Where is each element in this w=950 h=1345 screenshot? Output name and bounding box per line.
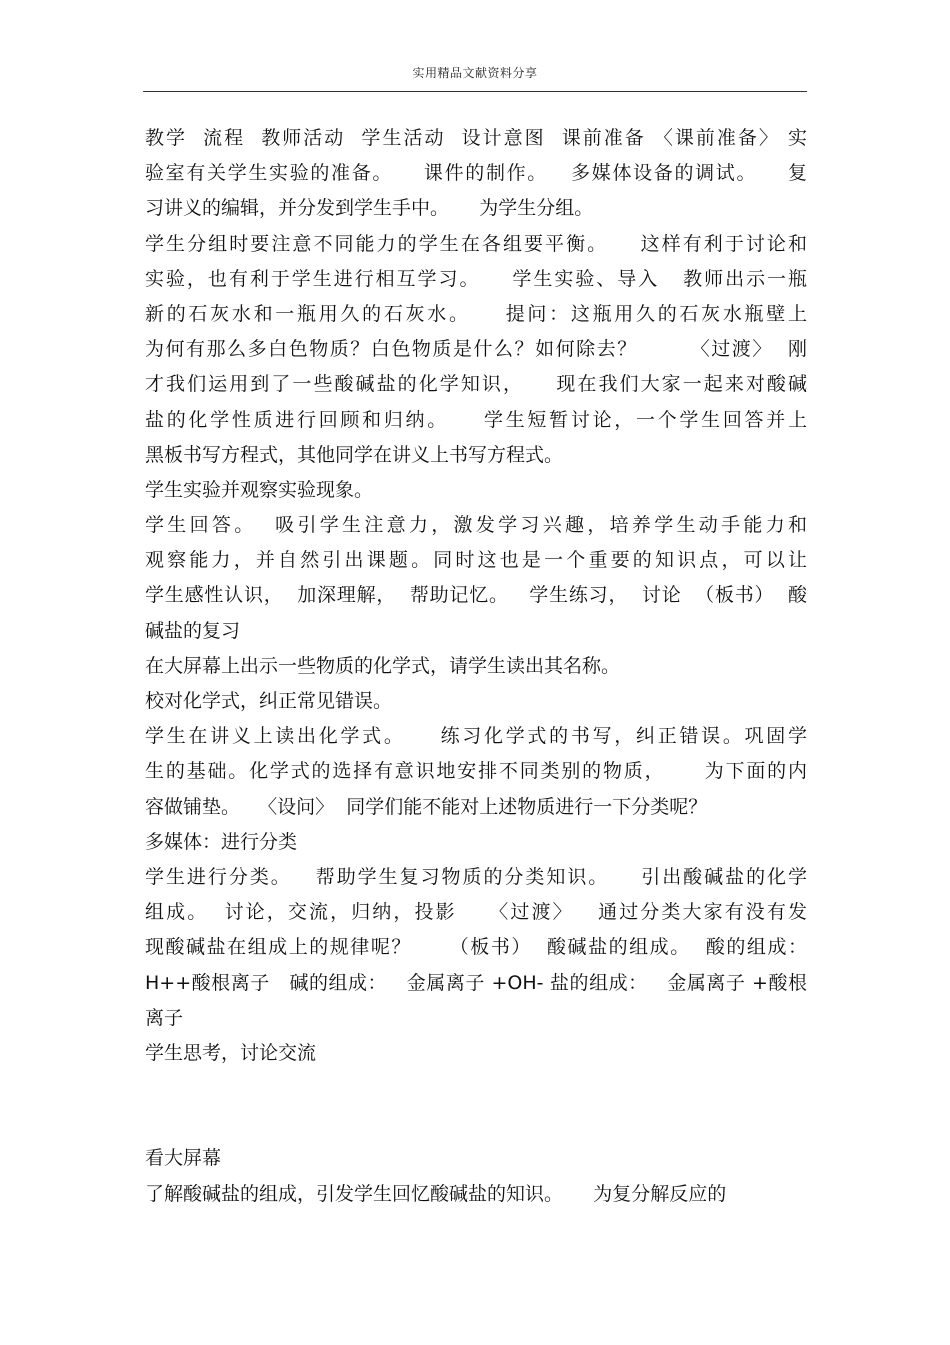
text-line: 学生感性认识， 加深理解， 帮助记忆。 学生练习， 讨论 （板书） 酸 xyxy=(145,584,807,607)
text-line: 实验，也有利于学生进行相互学习。 学生实验、导入 教师出示一瓶 xyxy=(145,267,807,290)
text-line: 容做铺垫。 〈设问〉 同学们能不能对上述物质进行一下分类呢？ xyxy=(145,795,708,818)
text-line: 观察能力，并自然引出课题。同时这也是一个重要的知识点，可以让 xyxy=(145,549,807,572)
text-line: 习讲义的编辑，并分发到学生手中。 为学生分组。 xyxy=(145,197,594,220)
text-line: H++酸根离子 碱的组成： 金属离子 +OH- 盐的组成： 金属离子 +酸根 xyxy=(145,971,807,994)
page-header: 实用精品文献资料分享 xyxy=(412,66,538,80)
text-line: 生的基础。化学式的选择有意识地安排不同类别的物质， 为下面的内 xyxy=(145,760,807,783)
text-line: 学生分组时要注意不同能力的学生在各组要平衡。 这样有利于讨论和 xyxy=(145,232,807,255)
text-line: 黑板书写方程式，其他同学在讲义上书写方程式。 xyxy=(145,443,564,466)
text-line: 学生在讲义上读出化学式。 练习化学式的书写，纠正错误。巩固学 xyxy=(145,725,807,748)
document-body xyxy=(145,121,807,1212)
text-line: 校对化学式，纠正常见错误。 xyxy=(145,690,393,712)
text-line: 多媒体：进行分类 xyxy=(145,830,298,853)
text-line: 学生思考，讨论交流 xyxy=(145,1041,317,1064)
text-line: 离子 xyxy=(145,1006,184,1029)
text-line: 教学 流程 教师活动 学生活动 设计意图 课前准备 〈课前准备〉 实 xyxy=(145,127,807,149)
text-line: 学生实验并观察实验现象。 xyxy=(145,478,374,501)
text-line: 组成。 讨论，交流，归纳，投影 〈过渡〉 通过分类大家有没有发 xyxy=(145,901,807,924)
text-line: 现酸碱盐在组成上的规律呢？ （板书） 酸碱盐的组成。 酸的组成： xyxy=(145,936,807,959)
paragraph-gap xyxy=(145,1071,807,1141)
text-line: 了解酸碱盐的组成，引发学生回忆酸碱盐的知识。 为复分解反应的 xyxy=(145,1182,727,1205)
text-line: 学生进行分类。 帮助学生复习物质的分类知识。 引出酸碱盐的化学 xyxy=(145,865,807,888)
text-line: 碱盐的复习 xyxy=(145,619,241,642)
text-line: 在大屏幕上出示一些物质的化学式，请学生读出其名称。 xyxy=(145,654,621,677)
text-line: 看大屏幕 xyxy=(145,1147,222,1170)
text-line: 学生回答。 吸引学生注意力，激发学习兴趣，培养学生动手能力和 xyxy=(145,514,807,537)
header-divider xyxy=(143,91,807,92)
text-line: 盐的化学性质进行回顾和归纳。 学生短暂讨论，一个学生回答并上 xyxy=(145,408,807,431)
text-line: 为何有那么多白色物质？白色物质是什么？如何除去？ 〈过渡〉 刚 xyxy=(145,338,807,361)
text-line: 验室有关学生实验的准备。 课件的制作。 多媒体设备的调试。 复 xyxy=(145,162,807,185)
text-line: 新的石灰水和一瓶用久的石灰水。 提问：这瓶用久的石灰水瓶壁上 xyxy=(145,302,807,325)
text-line: 才我们运用到了一些酸碱盐的化学知识， 现在我们大家一起来对酸碱 xyxy=(145,373,807,396)
